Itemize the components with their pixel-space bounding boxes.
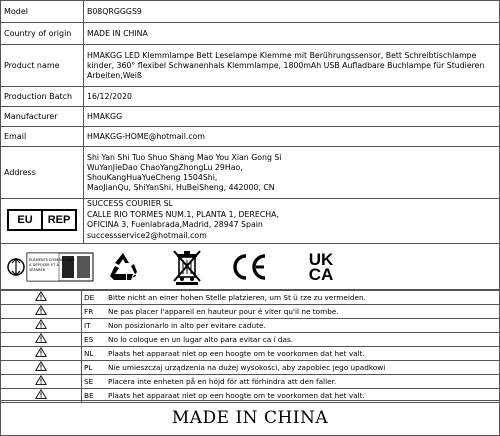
warning-row [1,319,500,333]
info-row-manufacturer [1,107,500,127]
warning-row [1,305,500,319]
info-row-product-name [1,45,500,87]
warning-lang: SE [82,375,107,389]
warning-lang: ES [82,333,107,347]
eu-rep-badge-left: EU [9,211,43,229]
compliance-symbols [0,244,500,290]
warning-text: Nie umieszczaj urządzenia na dużej wysokości, aby zapobiec jego upadkowi [106,361,500,375]
ukca-top: UK [308,250,334,269]
eu-rep-line: successservice2@hotmail.com [87,230,207,240]
warning-lang: DE [82,291,107,305]
warning-text: Plaats het apparaat niet op een hoogte om te voorkomen dat het valt. [106,347,500,361]
info-value: Shi Yan Shi Tuo Shuo Shang Mao You Xian Gong Si WuYanJieDao ChaoYangZhongLu 29Hao, ShouKangHuaYueCheng 1504Shi, MaoJianQu, ShiYanShi, HuBeiSheng, 442000, CN [84,147,500,199]
warning-triangle-icon [1,347,82,361]
info-row-country [1,23,500,45]
warning-text: Ne pas placer l'appareil en hauteur pour é viter qu'il ne tombe. [106,305,500,319]
eu-rep-badge-right: REP [47,214,71,226]
warning-triangle-icon [1,305,82,319]
triman-text-3: SÉPARER [29,268,46,272]
info-label: Country of origin [1,23,84,45]
eu-rep-section [0,199,500,244]
warning-lang: FR [82,305,107,319]
crossed-bin-icon [169,250,205,284]
triman-text-2: À DÉPOSER ET À [29,263,59,267]
triman-text-1: ÉLÉMENTS D'EMBALLAGE [29,258,75,262]
warning-row [1,361,500,375]
info-value: HMAKGG-HOME@hotmail.com [84,127,500,147]
eu-rep-address [83,199,500,243]
warning-triangle-icon [1,319,82,333]
eu-rep-badge [7,209,77,231]
warning-lang: BE [82,389,107,403]
warning-row [1,347,500,361]
warning-lang: IT [82,319,107,333]
warning-row [1,333,500,347]
info-value: HMAKGG [84,107,500,127]
warning-text: Bitte nicht an einer hohen Stelle platzieren, um St ü rze zu vermeiden. [106,291,500,305]
ukca-bottom: CA [308,265,334,284]
warning-row [1,291,500,305]
eu-rep-line: CALLE RIO TORMES NUM.1, PLANTA 1, DERECHA, [87,209,279,219]
info-label: Production Batch [1,87,84,107]
warning-text: Plaats het apparaat niet op een hoogte om te voorkomen dat het valt. [106,389,500,403]
triman-logo [7,250,95,284]
eu-rep-line: SUCCESS COURIER SL [87,199,173,208]
info-value: HMAKGG LED Klemmlampe Bett Leselampe Klemme mit Berührungssensor, Bett Schreibtischlampe kinder, 360° flexibel Schwanenhals Klemmlampe, 1800mAh USB Aufladbare Buchlampe für Studieren Arbeiten,Weiß [84,45,500,87]
ukca-mark [301,250,341,284]
warning-text: Placera inte enheten på en höjd för att förhindra att den faller. [106,375,500,389]
info-value: MADE IN CHINA [84,23,500,45]
warning-row [1,375,500,389]
warning-triangle-icon [1,375,82,389]
info-row-email [1,127,500,147]
info-label: Address [1,147,84,199]
ce-mark [229,250,269,284]
recycle-icon [103,250,143,284]
info-label: Manufacturer [1,107,84,127]
info-label: Model [1,1,84,23]
info-label: Product name [1,45,84,87]
warning-triangle-icon [1,333,82,347]
info-label: Email [1,127,84,147]
info-value: B08QRGGGS9 [84,1,500,23]
warning-text: No lo coloque en un lugar alto para evitar ca í das. [106,333,500,347]
product-info-table [0,0,500,199]
info-row-address [1,147,500,199]
warning-triangle-icon [1,291,82,305]
warning-triangle-icon [1,361,82,375]
made-in-china-footer: MADE IN CHINA [0,400,500,436]
info-row-batch [1,87,500,107]
warning-lang: NL [82,347,107,361]
warning-lang: PL [82,361,107,375]
eu-rep-line: OFICINA 3, Fuenlabrada,Madrid, 28947 Spain [87,220,263,229]
info-row-model [1,1,500,23]
warning-text: Non posizionarlo in alto per evitare cadute. [106,319,500,333]
info-value: 16/12/2020 [84,87,500,107]
warning-table [0,290,500,403]
